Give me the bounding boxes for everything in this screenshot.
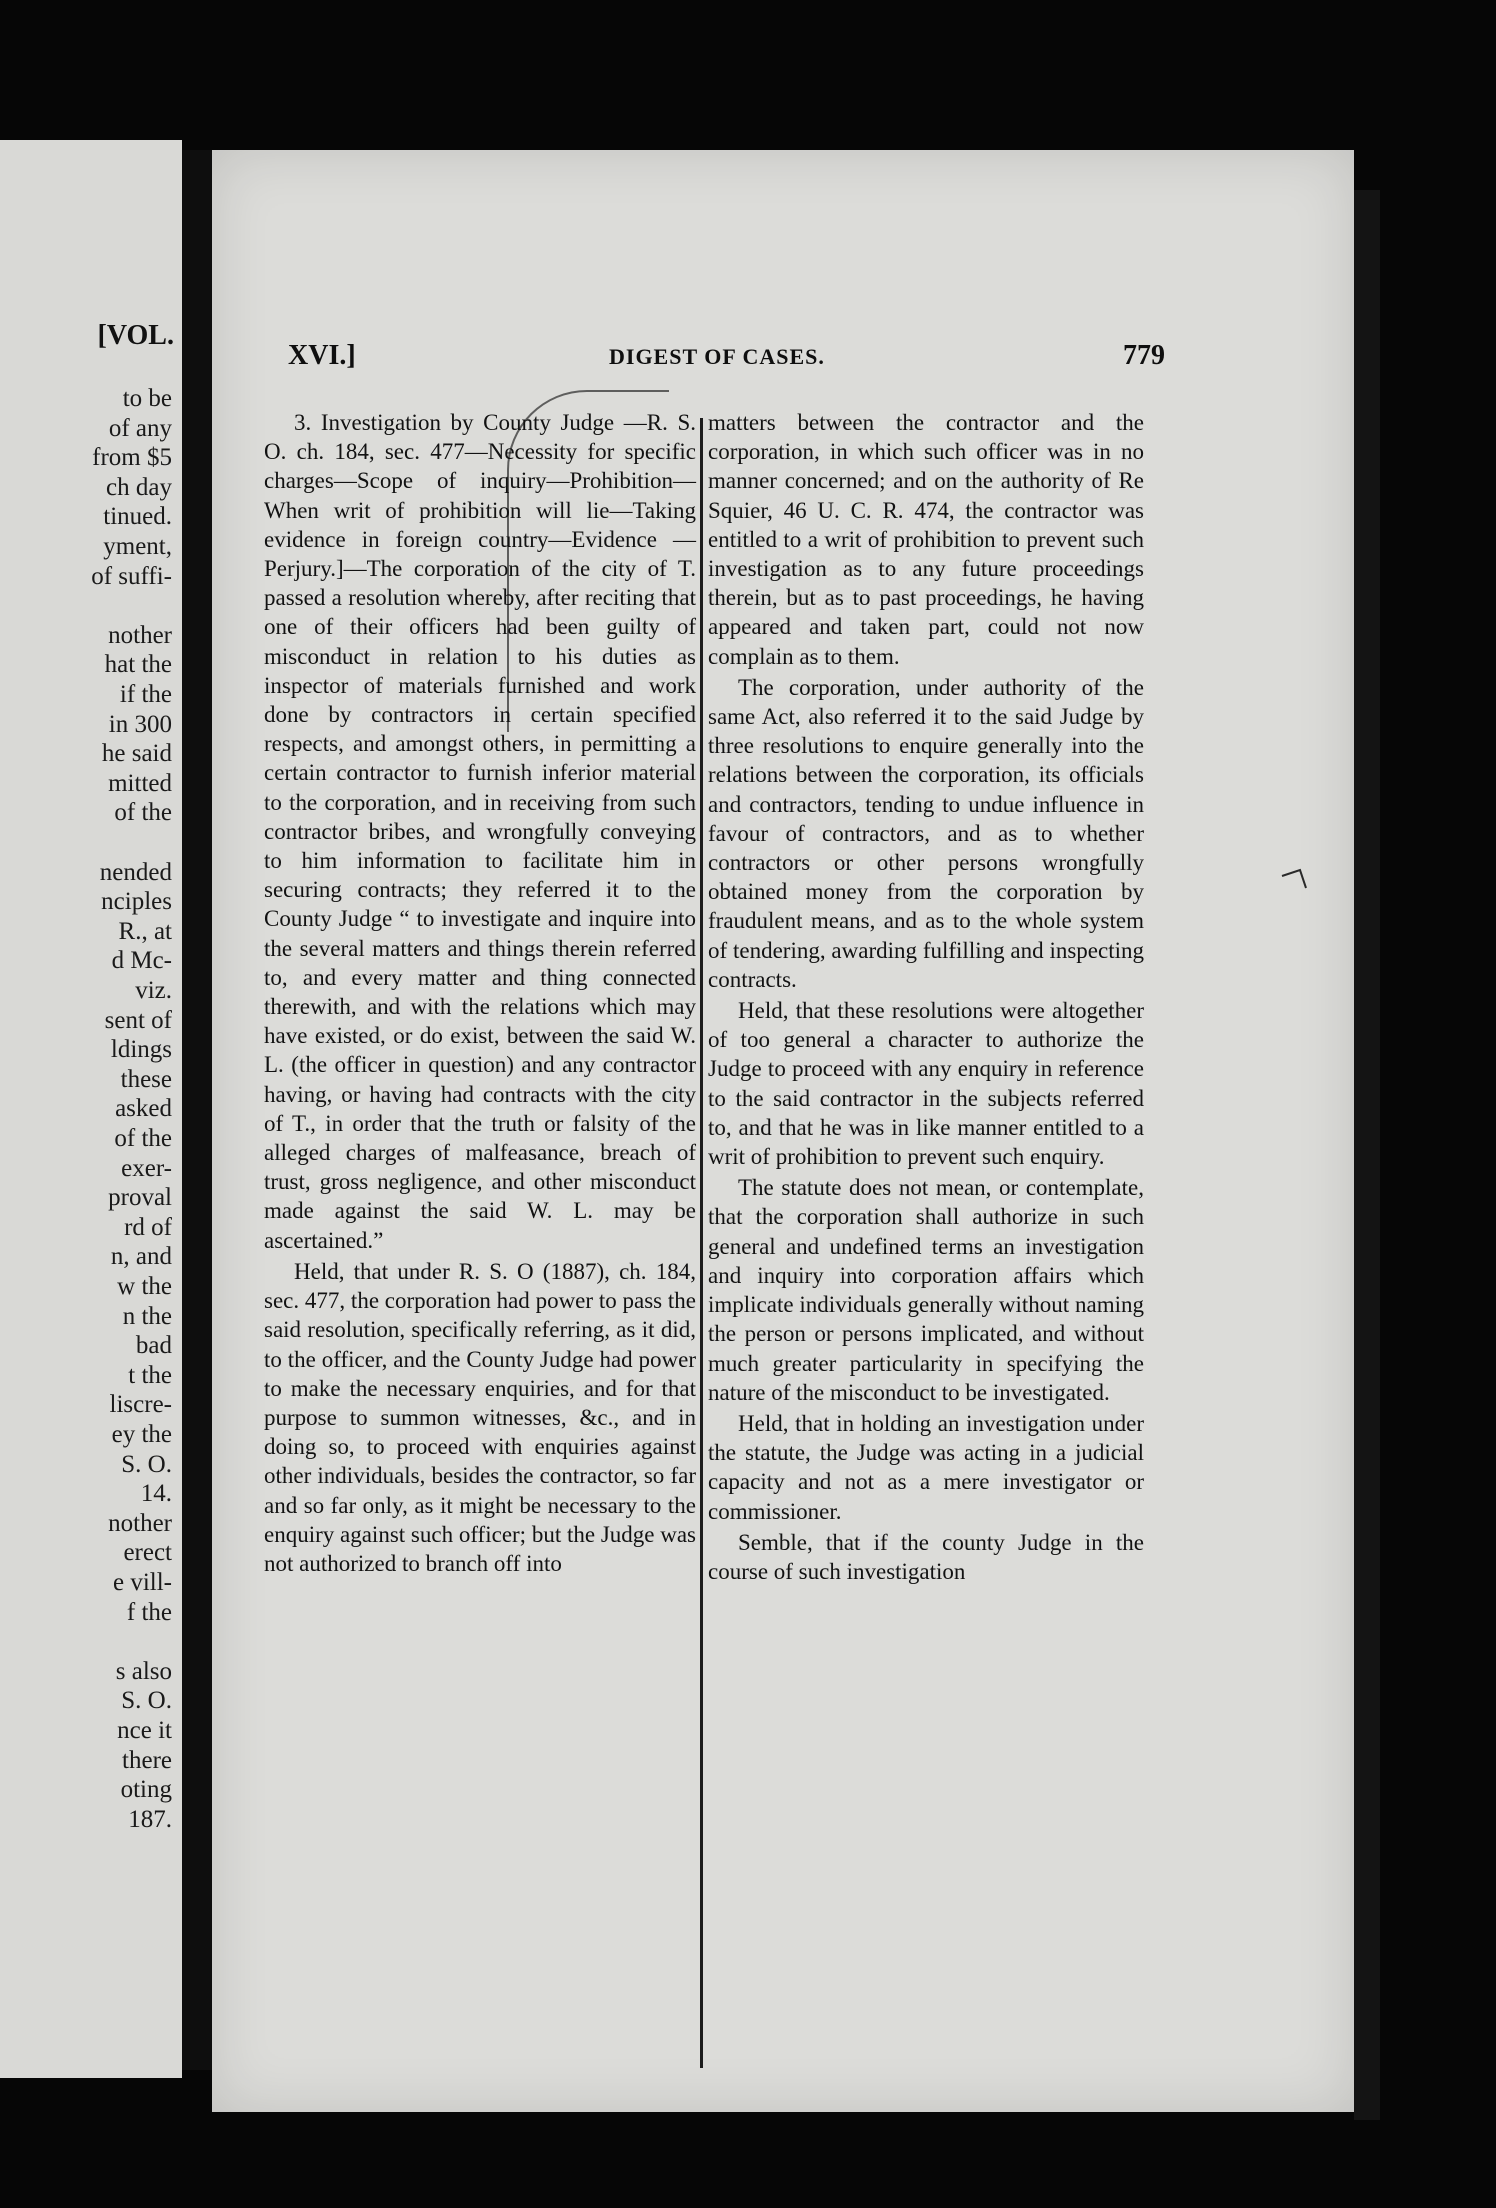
left-page-text-fragment: d Mc- [111, 947, 172, 975]
case-paragraph: Held, that under R. S. O (1887), ch. 184, sec. 477, the corporation had power to pass the said resolution, specifically referring, as it did, to the officer, and the County Judge had power to make the necessary enquiries, and for that purpose to summon witnesses, &c., and in doing so, to proceed with enquiries against other individuals, besides the contractor, so far and so far only, as it might be necessary to the enquiry against such officer; but the Judge was not authorized to branch off into [264, 1258, 696, 1576]
left-page-text-fragment: tinued. [103, 503, 172, 531]
left-page-text-fragment: S. O. [121, 1450, 172, 1478]
left-page-text-fragment: mitted [108, 769, 172, 797]
page-title: DIGEST OF CASES. [609, 344, 825, 369]
page-edge [1354, 190, 1380, 2120]
left-page-text-fragment: R., at [118, 917, 172, 945]
book-gutter [182, 150, 212, 2070]
right-page [212, 150, 1354, 2112]
left-page-text-fragment: there [122, 1746, 172, 1774]
left-page-text-fragment: liscre- [109, 1391, 172, 1419]
page-number: 779 [1123, 340, 1165, 371]
case-paragraph: Held, that in holding an investigation under the statute, the Judge was acting in a judicial capacity and not as a mere investigator or commissioner. [708, 1410, 1144, 1524]
left-page-text-fragment: ey the [111, 1421, 172, 1448]
left-page-text-fragment: these [120, 1065, 172, 1093]
left-page-text-fragment: n, and [110, 1243, 172, 1271]
left-page-text-fragment: hat the [104, 651, 172, 679]
left-page-text-fragment: w the [117, 1273, 172, 1300]
case-paragraph: The statute does not mean, or contemplate, that the corporation shall authorize in such general and undefined terms an investigation and inquiry into corporation affairs which implicate individuals generally without naming the person or persons implicated, and without much greater particularity in specifying the nature of the misconduct to be investigated. [708, 1175, 1144, 1405]
left-page-text-fragment: he said [101, 740, 172, 768]
left-page-text-fragment: asked [115, 1095, 172, 1123]
left-page-text-fragment: S. O. [121, 1687, 172, 1715]
case-paragraph: matters between the contractor and the corporation, in which such officer was in no manner concerned; and on the authority of Re Squier, 46 U. C. R. 474, the contractor was entitled to a writ of prohibition to prevent such investigation as to any future proceedings therein, but as to past proceedings, he having appeared and taken part, could not now complain as to them. [708, 410, 1144, 669]
left-page-text-fragment: if the [119, 681, 172, 708]
left-column [264, 408, 696, 1578]
column-divider [700, 418, 703, 2068]
running-head [212, 340, 1354, 380]
left-page-text-fragment: ch day [106, 473, 172, 501]
left-page-text-fragment: nended [99, 858, 172, 886]
left-page-text-fragment: nother [108, 1509, 172, 1537]
left-page-text-fragment: s also [115, 1657, 172, 1685]
left-page-fragment [0, 140, 182, 2078]
left-page-text-fragment: rd of [124, 1213, 172, 1241]
left-page-header: [VOL. [97, 320, 174, 351]
right-column [708, 408, 1144, 1586]
left-page-text-fragment: nce it [117, 1717, 172, 1744]
left-page-text-fragment: 187. [128, 1805, 172, 1833]
case-paragraph: Held, that these resolutions were altogether of too general a character to authorize the Judge to proceed with any enquiry in reference to the said contractor in the subjects referred to, and that he was in like manner entitled to a writ of prohibition to prevent such enquiry. [708, 998, 1144, 1170]
left-page-text-fragment: of any [108, 414, 172, 442]
left-page-text-fragment: ldings [110, 1036, 172, 1064]
case-paragraph: Semble, that if the county Judge in the course of such investigation [708, 1529, 1144, 1584]
left-page-text-fragment: oting [120, 1776, 172, 1804]
left-page-text-fragment: of the [114, 799, 172, 827]
left-page-text-fragment: proval [108, 1184, 172, 1212]
left-page-text-fragment: of suffi- [91, 562, 172, 590]
pencil-tick-mark [1280, 862, 1320, 892]
left-page-text-fragment: nother [108, 621, 172, 649]
left-page-text-fragment: 14. [140, 1480, 172, 1508]
case-paragraph: 3. Investigation by County Judge —R. S. O. ch. 184, sec. 477—Necessity for specific charges—Scope of inquiry—Prohibition—When writ of prohibition will lie—Taking evidence in foreign country—Evidence —Perjury.]—The corporation of the city of T. passed a resolution whereby, after reciting that one of their officers had been guilty of misconduct in relation to his duties as inspector of materials furnished and work done by contractors in certain specified respects, and amongst others, in permitting a certain contractor to furnish inferior material to the corporation, and in receiving from such contractor bribes, and wrongfully conveying to him information to facilitate him in securing contracts; they referred it to the County Judge “ to investigate and inquire into the several matters and things therein referred to, and every matter and thing connected therewith, and with the relations which may have existed, or do exist, between the said W. L. (the officer in question) and any contractor having, or having had contracts with the city of T., in order that the truth or falsity of the alleged charges of malfeasance, breach of trust, gross negligence, and other misconduct made against the said W. L. may be ascertained.” [264, 410, 696, 1253]
left-page-text-fragment: t the [128, 1361, 172, 1389]
left-page-text-fragment: viz. [135, 977, 172, 1004]
left-page-text-fragment: erect [123, 1539, 172, 1567]
left-page-text-fragment: to be [122, 385, 172, 412]
left-page-text-fragment: n the [122, 1302, 172, 1330]
left-page-text-fragment: nciples [101, 888, 172, 916]
left-page-text-fragment: f the [126, 1598, 172, 1626]
left-page-text-fragment: sent of [104, 1006, 172, 1034]
left-page-text-fragment: in 300 [108, 710, 172, 738]
left-page-text-fragment: bad [135, 1332, 172, 1360]
left-page-text-fragment: e vill- [112, 1569, 172, 1596]
left-page-text-fragment: yment, [103, 533, 172, 560]
case-paragraph: The corporation, under authority of the same Act, also referred it to the said Judge by three resolutions to enquire generally into the relations between the corporation, its officials and contractors, tending to undue influence in favour of contractors, and as to whether contractors or other persons wrongfully obtained money from the corporation by fraudulent means, and as to the whole system of tendering, awarding fulfilling and inspecting contracts. [708, 674, 1144, 992]
left-page-text-fragment: from $5 [92, 444, 172, 472]
left-page-text-fragment: exer- [121, 1154, 172, 1182]
left-page-text-fragment: of the [114, 1125, 172, 1152]
volume-label: XVI.] [288, 340, 356, 371]
